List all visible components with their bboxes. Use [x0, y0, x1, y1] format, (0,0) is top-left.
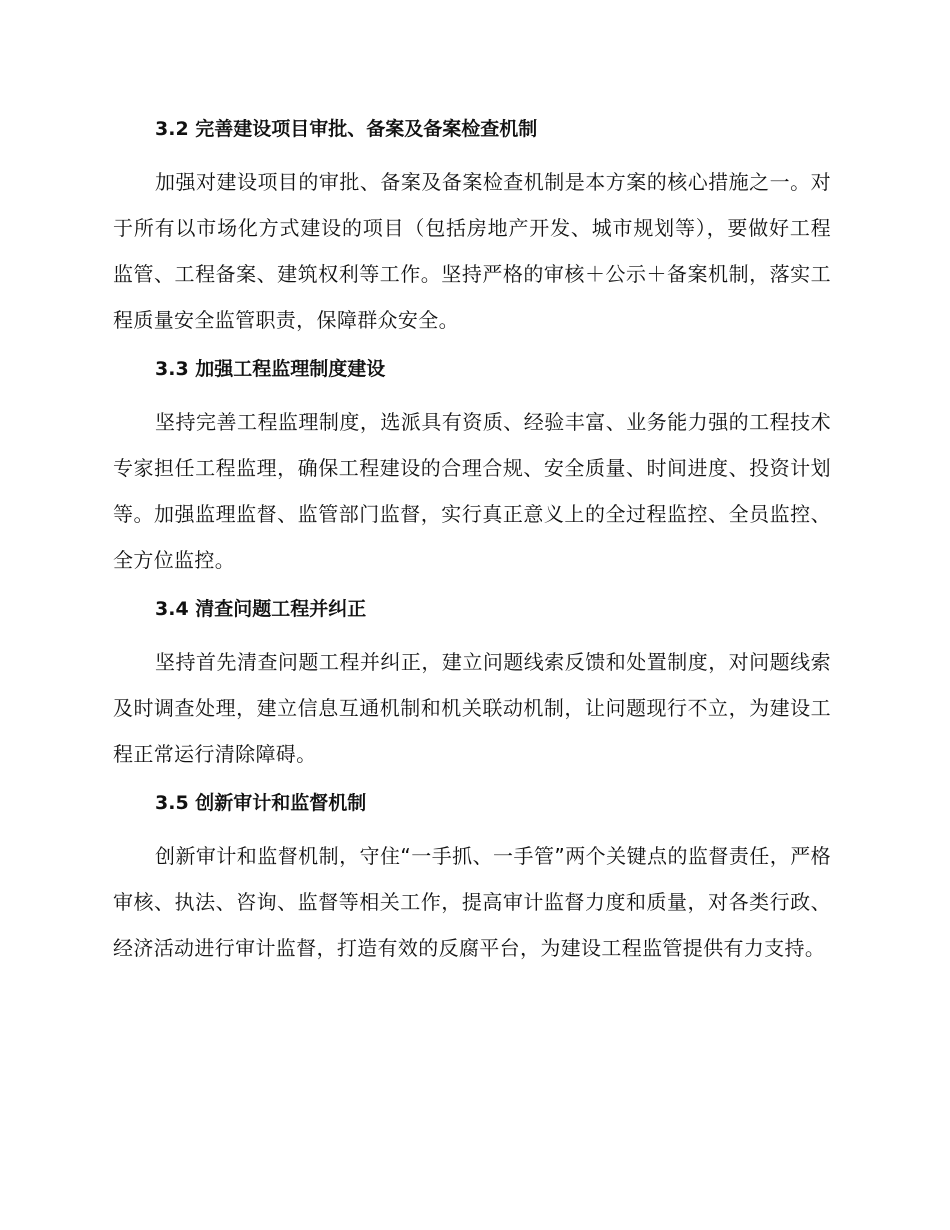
section-3-4 — [113, 593, 831, 787]
section-paragraph: 坚持完善工程监理制度，选派具有资质、经验丰富、业务能力强的工程技术专家担任工程监理，确保工程建设的合理合规、安全质量、时间进度、投资计划等。加强监理监督、监管部门监督，实行真正意义上的全过程监控、全员监控、全方位监控。 — [113, 410, 831, 572]
section-paragraph: 创新审计和监督机制，守住“一手抓、一手管”两个关键点的监督责任，严格审核、执法、咨询、监督等相关工作，提高审计监督力度和质量，对各类行政、经济活动进行审计监督，打造有效的反腐平台，为建设工程监管提供有力支持。 — [113, 844, 831, 960]
section-heading: 3.5 创新审计和监督机制 — [155, 792, 367, 814]
section-paragraph: 坚持首先清查问题工程并纠正，建立问题线索反馈和处置制度，对问题线索及时调查处理，建立信息互通机制和机关联动机制，让问题现行不立，为建设工程正常运行清除障碍。 — [113, 650, 831, 766]
section-3-2 — [113, 113, 831, 353]
section-heading: 3.4 清查问题工程并纠正 — [155, 598, 367, 620]
section-3-3 — [113, 353, 831, 593]
section-heading: 3.3 加强工程监理制度建设 — [155, 358, 386, 380]
section-heading: 3.2 完善建设项目审批、备案及备案检查机制 — [155, 118, 538, 140]
section-paragraph: 加强对建设项目的审批、备案及备案检查机制是本方案的核心措施之一。对于所有以市场化方式建设的项目（包括房地产开发、城市规划等），要做好工程监管、工程备案、建筑权利等工作。坚持严格的审核＋公示＋备案机制，落实工程质量安全监管职责，保障群众安全。 — [113, 170, 831, 332]
section-3-5 — [113, 787, 831, 971]
document-page — [113, 113, 831, 971]
